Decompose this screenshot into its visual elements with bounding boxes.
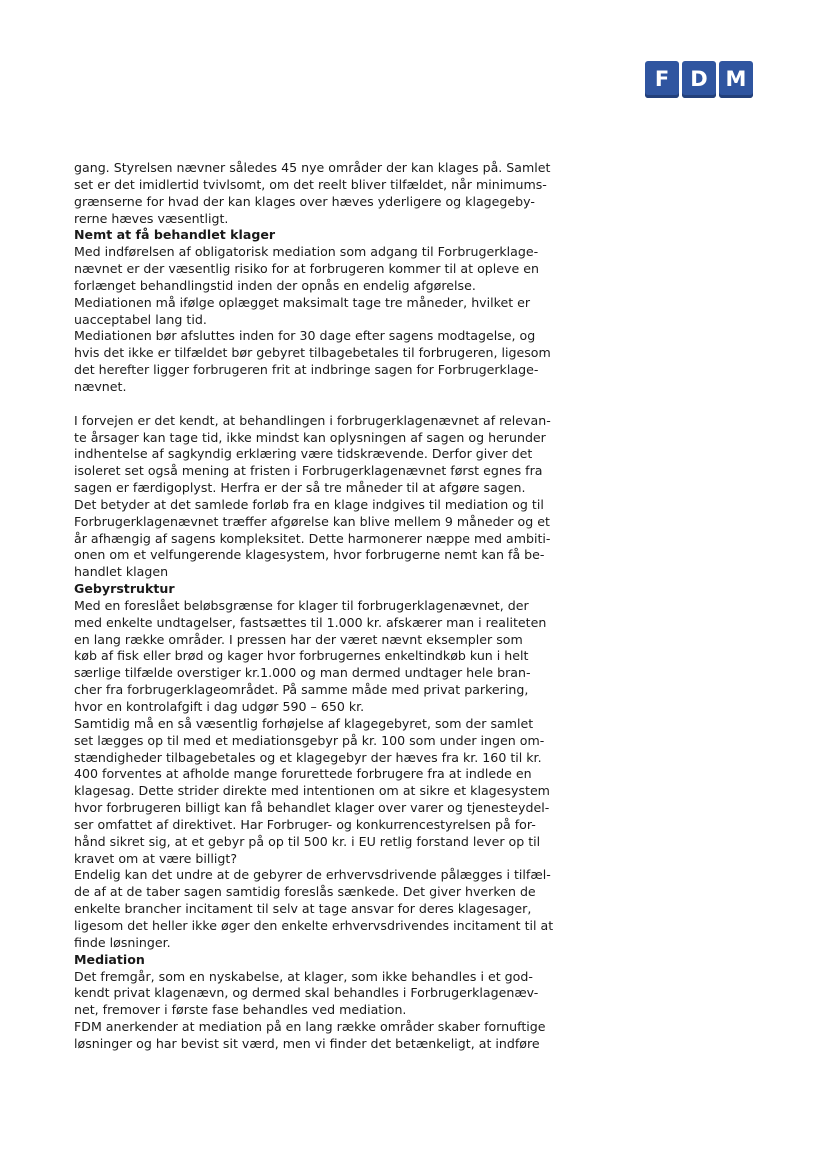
text-line: ser omfattet af direktivet. Har Forbruger- og konkurrencestyrelsen på for- — [74, 816, 536, 832]
text-line: Med indførelsen af obligatorisk mediation som adgang til Forbrugerklage- — [74, 244, 539, 260]
text-line: cher fra forbrugerklageområdet. På samme måde med privat parkering, — [74, 682, 529, 698]
section-heading: Mediation — [74, 951, 145, 967]
text-line: grænserne for hvad der kan klages over hæves yderligere og klagegeby- — [74, 193, 535, 209]
text-line: handlet klagen — [74, 564, 169, 580]
text-line: ligesom det heller ikke øger den enkelte erhvervsdrivendes incitament til at — [74, 917, 554, 933]
text-line: Endelig kan det undre at de gebyrer de erhvervsdrivende pålægges i tilfæl- — [74, 867, 551, 883]
text-line: set er det imidlertid tvivlsomt, om det reelt bliver tilfældet, når minimums- — [74, 176, 547, 192]
text-line: 400 forventes at afholde mange forurettede forbrugere fra at indlede en — [74, 766, 532, 782]
logo-letter-m: M — [725, 67, 747, 91]
text-line: hvor forbrugeren billigt kan få behandlet klager over varer og tjenesteydel- — [74, 800, 550, 816]
text-line: særlige tilfælde overstiger kr.1.000 og man dermed undtager hele bran- — [74, 665, 531, 681]
text-line: nævnet er der væsentlig risiko for at forbrugeren kommer til at opleve en — [74, 261, 539, 277]
text-line: uacceptabel lang tid. — [74, 311, 207, 327]
text-line: nævnet. — [74, 378, 127, 394]
text-line: Med en foreslået beløbsgrænse for klager til forbrugerklagenævnet, der — [74, 597, 529, 613]
text-line: kendt privat klagenævn, og dermed skal behandles i Forbrugerklagenæv- — [74, 985, 539, 1001]
logo-box-d — [682, 61, 716, 98]
text-line: Det fremgår, som en nyskabelse, at klager, som ikke behandles i et god- — [74, 968, 533, 984]
text-line: forlænget behandlingstid inden der opnås en endelig afgørelse. — [74, 277, 476, 293]
text-line: I forvejen er det kendt, at behandlingen i forbrugerklagenævnet af relevan- — [74, 412, 551, 428]
text-line: hvor en kontrolafgift i dag udgør 590 – 650 kr. — [74, 699, 365, 714]
section-heading: Nemt at få behandlet klager — [74, 227, 276, 243]
text-line: klagesag. Dette strider direkte med intentionen om at sikre et klagesystem — [74, 783, 550, 799]
text-line: år afhængig af sagens kompleksitet. Dette harmonerer næppe med ambiti- — [74, 530, 551, 546]
text-line: Forbrugerklagenævnet træffer afgørelse kan blive mellem 9 måneder og et — [74, 513, 550, 529]
blank-line — [74, 396, 614, 413]
text-line: Mediationen må ifølge oplægget maksimalt tage tre måneder, hvilket er — [74, 294, 531, 310]
text-line: det herefter ligger forbrugeren frit at indbringe sagen for Forbrugerklage- — [74, 362, 539, 378]
text-line: hvis det ikke er tilfældet bør gebyret tilbagebetales til forbrugeren, ligesom — [74, 345, 551, 361]
text-line: med enkelte undtagelser, fastsættes til 1.000 kr. afskærer man i realiteten — [74, 614, 547, 630]
section-heading: Gebyrstruktur — [74, 581, 175, 597]
text-line: en lang række områder. I pressen har der været nævnt eksempler som — [74, 631, 523, 647]
text-line: FDM anerkender at mediation på en lang række områder skaber fornuftige — [74, 1019, 546, 1035]
text-line: rerne hæves væsentligt. — [74, 210, 229, 226]
text-line: net, fremover i første fase behandles ved mediation. — [74, 1002, 407, 1018]
text-line: sagen er færdigoplyst. Herfra er der så tre måneder til at afgøre sagen. — [74, 480, 526, 496]
text-line: kravet om at være billigt? — [74, 850, 238, 866]
text-line: hånd sikret sig, at et gebyr på op til 500 kr. i EU retlig forstand lever op til — [74, 833, 541, 849]
logo-box-f — [645, 61, 679, 98]
text-line: isoleret set også mening at fristen i Forbrugerklagenævnet først egnes fra — [74, 463, 543, 479]
text-line: de af at de taber sagen samtidig foreslås sænkede. Det giver hverken de — [74, 884, 536, 900]
text-line: indhentelse af sagkyndig erklæring være tidskrævende. Derfor giver det — [74, 446, 533, 462]
fdm-logo — [645, 61, 753, 98]
text-line: Samtidig må en så væsentlig forhøjelse af klagegebyret, som der samlet — [74, 715, 534, 731]
document-body — [74, 160, 614, 1053]
text-line: onen om et velfungerende klagesystem, hvor forbrugerne nemt kan få be- — [74, 547, 545, 563]
text-line: set lægges op til med et mediationsgebyr på kr. 100 som under ingen om- — [74, 732, 545, 748]
logo-letter-f: F — [654, 67, 670, 91]
text-line: finde løsninger. — [74, 934, 171, 950]
logo-letter-d: D — [690, 67, 708, 91]
text-line: enkelte brancher incitament til selv at tage ansvar for deres klagesager, — [74, 901, 532, 917]
logo-box-m — [719, 61, 753, 98]
text-line: Mediationen bør afsluttes inden for 30 dage efter sagens modtagelse, og — [74, 328, 536, 344]
text-line: te årsager kan tage tid, ikke mindst kan oplysningen af sagen og herunder — [74, 429, 546, 445]
text-line: stændigheder tilbagebetales og et klagegebyr der hæves fra kr. 160 til kr. — [74, 749, 542, 765]
text-line: gang. Styrelsen nævner således 45 nye områder der kan klages på. Samlet — [74, 160, 551, 175]
text-line: køb af fisk eller brød og kager hvor forbrugernes enkeltindkøb kun i helt — [74, 648, 529, 664]
text-line: løsninger og har bevist sit værd, men vi finder det betænkeligt, at indføre — [74, 1035, 540, 1051]
text-line: Det betyder at det samlede forløb fra en klage indgives til mediation og til — [74, 496, 544, 512]
